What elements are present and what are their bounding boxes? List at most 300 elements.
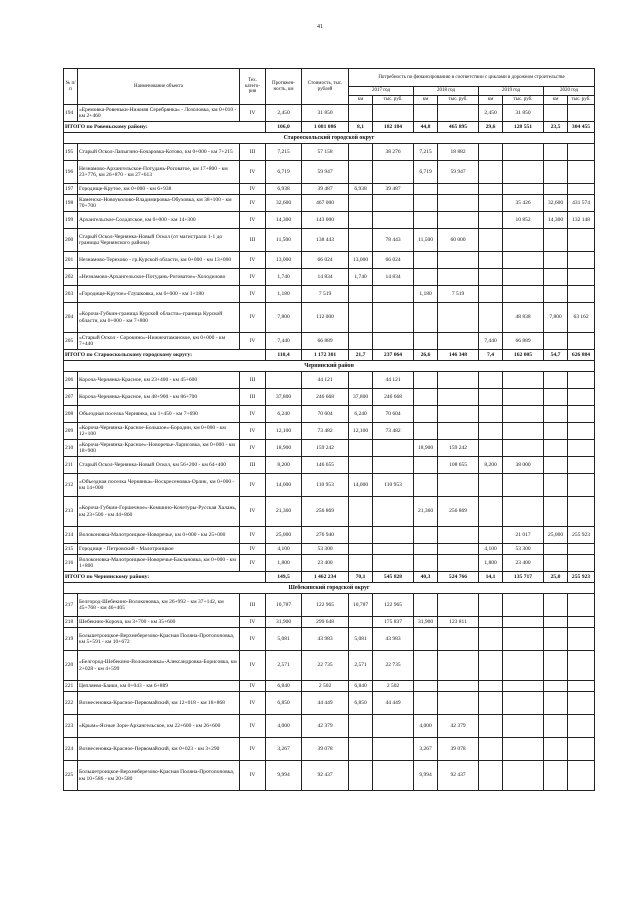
tech-category: IV [240, 195, 266, 212]
header-rub: тыс. руб. [438, 96, 479, 105]
length-km: 37,800 [266, 389, 302, 406]
financing-y20k [544, 406, 568, 423]
financing-y17k [349, 229, 373, 252]
row-number: 202 [64, 269, 78, 286]
length-km: 7,440 [266, 333, 302, 350]
total-y20k: 23,5 [544, 122, 568, 133]
row-number: 217 [64, 594, 78, 617]
table-row [64, 527, 595, 544]
financing-y20r [568, 423, 595, 440]
financing-y17k [349, 333, 373, 350]
header-category: Тех. катего- рия [240, 69, 266, 105]
length-km: 7,215 [266, 144, 302, 161]
financing-y19k [479, 594, 503, 617]
financing-y18r [438, 423, 479, 440]
financing-y19r: 66 889 [503, 333, 544, 350]
financing-y20k [544, 333, 568, 350]
financing-y19r [503, 715, 544, 738]
financing-y19k: 7,440 [479, 333, 503, 350]
total-y19k: 7,4 [479, 350, 503, 361]
financing-y18k [414, 474, 438, 497]
object-name: Городище - Петровский - Малотроицкое [78, 544, 240, 555]
financing-y20r [568, 229, 595, 252]
financing-y20r [568, 105, 595, 122]
table-row [64, 195, 595, 212]
table-row [64, 105, 595, 122]
financing-y19r [503, 269, 544, 286]
financing-y20k [544, 497, 568, 527]
road-financing-table [63, 68, 595, 791]
length-km: 1,800 [266, 555, 302, 572]
tech-category: IV [240, 628, 266, 651]
financing-y20r [568, 715, 595, 738]
financing-y18r [438, 527, 479, 544]
financing-y20k: 32,600 [544, 195, 568, 212]
financing-y18k [414, 212, 438, 229]
financing-y19r [503, 681, 544, 692]
financing-y17k [349, 303, 373, 333]
table-row [64, 681, 595, 692]
tech-category: IV [240, 184, 266, 195]
financing-y18r [438, 389, 479, 406]
financing-y20k [544, 372, 568, 389]
row-number: 214 [64, 527, 78, 544]
financing-y17k [349, 212, 373, 229]
financing-y19k [479, 286, 503, 303]
table-row [64, 457, 595, 474]
financing-y17r [373, 544, 414, 555]
total-y20r: 626 884 [568, 350, 595, 361]
table-row [64, 651, 595, 681]
table-row [64, 761, 595, 791]
financing-y18k [414, 406, 438, 423]
financing-y18r [438, 628, 479, 651]
financing-y20k: 7,800 [544, 303, 568, 333]
financing-y18r [438, 681, 479, 692]
financing-y17k: 5,081 [349, 628, 373, 651]
financing-y19k [479, 144, 503, 161]
financing-y20k [544, 594, 568, 617]
financing-y17r: 73 482 [373, 423, 414, 440]
length-km: 18,900 [266, 440, 302, 457]
total-cost: 1 081 086 [302, 122, 349, 133]
table-row [64, 544, 595, 555]
financing-y17k: 6,840 [349, 681, 373, 692]
header-num: № п/п [64, 69, 78, 105]
financing-y20k [544, 389, 568, 406]
object-name: Вознесеновка-Красное-Первомайский, км 12+018 - км 18+868 [78, 692, 240, 715]
financing-y18k [414, 195, 438, 212]
header-year-2020: 2020 год [544, 87, 595, 96]
cost-value: 39 078 [302, 738, 349, 761]
financing-y19r [503, 144, 544, 161]
object-name: Белгород-Шебекино-Волоконовка, км 26+992 - км 37+142, км 45+768 - км 46+405 [78, 594, 240, 617]
object-name: Каменско-Новоуколово-Владимировка-Обуховка, км 38+100 - км 70+700 [78, 195, 240, 212]
tech-category: III [240, 229, 266, 252]
financing-y17k [349, 105, 373, 122]
length-km: 6,719 [266, 161, 302, 184]
financing-y20r [568, 651, 595, 681]
financing-y20r [568, 161, 595, 184]
cost-value: 43 983 [302, 628, 349, 651]
financing-y18r: 39 078 [438, 738, 479, 761]
financing-y17k: 6,938 [349, 184, 373, 195]
financing-y17k: 1,740 [349, 269, 373, 286]
financing-y19k [479, 497, 503, 527]
financing-y17k [349, 372, 373, 389]
financing-y17r [373, 161, 414, 184]
object-name: «Городище-Крутое»-Глушковка, км 0+000 - км 1+180 [78, 286, 240, 303]
length-km: 11,500 [266, 229, 302, 252]
header-km: км [349, 96, 373, 105]
financing-y20k: 25,000 [544, 527, 568, 544]
financing-y17r: 22 735 [373, 651, 414, 681]
table-row [64, 628, 595, 651]
table-row [64, 555, 595, 572]
object-name: Старый Оскол-Лапыгино-Бочаровка-Котово, км 0+000 - км 7+215 [78, 144, 240, 161]
financing-y19r [503, 406, 544, 423]
cost-value: 7 519 [302, 286, 349, 303]
row-number: 200 [64, 229, 78, 252]
financing-y17k [349, 497, 373, 527]
length-km: 12,100 [266, 423, 302, 440]
financing-y18k [414, 105, 438, 122]
financing-y19r: 53 300 [503, 544, 544, 555]
section-title: Старооскольский городской округ [64, 133, 595, 144]
total-y20r: 255 923 [568, 572, 595, 583]
header-km: км [479, 96, 503, 105]
total-y19r: 128 551 [503, 122, 544, 133]
length-km: 6,850 [266, 692, 302, 715]
tech-category: IV [240, 527, 266, 544]
financing-y20r [568, 406, 595, 423]
tech-category: IV [240, 333, 266, 350]
financing-y17k: 2,571 [349, 651, 373, 681]
total-y18k: 44,8 [414, 122, 438, 133]
financing-y17r [373, 333, 414, 350]
financing-y18r: 7 519 [438, 286, 479, 303]
cost-value: 2 502 [302, 681, 349, 692]
financing-y18r: 60 000 [438, 229, 479, 252]
total-cost: 1 172 301 [302, 350, 349, 361]
financing-y20r [568, 372, 595, 389]
financing-y20r [568, 692, 595, 715]
table-row [64, 474, 595, 497]
total-label: ИТОГО по Ровеньскому району: [64, 122, 266, 133]
header-name: Наименование объекта [78, 69, 240, 105]
object-name: Большетроицкое-Верхнеберезово-Красная Поляна-Протопоповка, км 10+586 - км 20+580 [78, 761, 240, 791]
length-km: 5,081 [266, 628, 302, 651]
row-number: 205 [64, 333, 78, 350]
financing-y18k [414, 269, 438, 286]
financing-y20k [544, 286, 568, 303]
table-row [64, 286, 595, 303]
financing-y18k [414, 423, 438, 440]
financing-y20k [544, 144, 568, 161]
financing-y19k: 4,100 [479, 544, 503, 555]
financing-y20r [568, 594, 595, 617]
object-name: Архангельское-Солдатское, км 0+000 - км 14+300 [78, 212, 240, 229]
financing-y19r: 23 400 [503, 555, 544, 572]
total-y17k: 70,1 [349, 572, 373, 583]
object-name: Незнамово-Архангельское-Потудань-Роговатое, км 17+800 - км 23+776, км 26+870 - км 27+613 [78, 161, 240, 184]
financing-y19r [503, 617, 544, 628]
financing-y18r [438, 105, 479, 122]
table-row [64, 389, 595, 406]
financing-y20r [568, 144, 595, 161]
cost-value: 44 449 [302, 692, 349, 715]
tech-category: IV [240, 423, 266, 440]
financing-y19r [503, 474, 544, 497]
financing-y19r [503, 252, 544, 269]
financing-y18k: 31,900 [414, 617, 438, 628]
financing-y20r: 132 148 [568, 212, 595, 229]
financing-y19r [503, 651, 544, 681]
table-row [64, 212, 595, 229]
tech-category: IV [240, 681, 266, 692]
financing-y17r [373, 105, 414, 122]
financing-y19k [479, 423, 503, 440]
financing-y17r [373, 555, 414, 572]
financing-y20r: 255 923 [568, 527, 595, 544]
financing-y20r [568, 440, 595, 457]
tech-category: III [240, 372, 266, 389]
financing-y19r [503, 161, 544, 184]
financing-y20k [544, 474, 568, 497]
financing-y17r: 78 443 [373, 229, 414, 252]
tech-category: IV [240, 544, 266, 555]
row-number: 210 [64, 440, 78, 457]
row-number: 223 [64, 715, 78, 738]
financing-y20r [568, 269, 595, 286]
financing-y17k: 14,000 [349, 474, 373, 497]
financing-y17k: 37,800 [349, 389, 373, 406]
tech-category: IV [240, 252, 266, 269]
object-name: «Короча-Чернянка-Красное»-Новоречье-Ларисовка, км 0+000 - км 18+900 [78, 440, 240, 457]
financing-y17r [373, 457, 414, 474]
financing-y17k [349, 144, 373, 161]
table-row [64, 184, 595, 195]
length-km [266, 372, 302, 389]
financing-y18k: 7,215 [414, 144, 438, 161]
financing-y18k: 3,267 [414, 738, 438, 761]
financing-y17r [373, 527, 414, 544]
header-rub: тыс. руб. [568, 96, 595, 105]
financing-y19k [479, 269, 503, 286]
row-number: 194 [64, 105, 78, 122]
financing-y20k [544, 229, 568, 252]
total-y17r: 237 064 [373, 350, 414, 361]
total-y17k: 8,1 [349, 122, 373, 133]
row-number: 206 [64, 372, 78, 389]
cost-value: 138 443 [302, 229, 349, 252]
financing-y19r: 10 852 [503, 212, 544, 229]
financing-y19r [503, 184, 544, 195]
financing-y17r [373, 715, 414, 738]
row-number: 215 [64, 544, 78, 555]
financing-y18r [438, 333, 479, 350]
row-number: 209 [64, 423, 78, 440]
financing-y18r [438, 252, 479, 269]
financing-y18k [414, 681, 438, 692]
table-row [64, 738, 595, 761]
row-number: 224 [64, 738, 78, 761]
financing-y19k [479, 651, 503, 681]
financing-y20k [544, 738, 568, 761]
row-number: 218 [64, 617, 78, 628]
object-name: Вознесеновка-Красное-Первомайский, км 0+023 - км 3+290 [78, 738, 240, 761]
total-y18k: 26,6 [414, 350, 438, 361]
row-number: 213 [64, 497, 78, 527]
financing-y19k [479, 440, 503, 457]
tech-category: III [240, 144, 266, 161]
total-y18k: 40,3 [414, 572, 438, 583]
financing-y17r [373, 303, 414, 333]
length-km: 13,000 [266, 252, 302, 269]
table-header [64, 69, 595, 105]
total-label: ИТОГО по Чернянскому району: [64, 572, 266, 583]
financing-y19r [503, 692, 544, 715]
financing-y20k [544, 651, 568, 681]
financing-y18r [438, 555, 479, 572]
length-km: 21,360 [266, 497, 302, 527]
financing-y17k [349, 527, 373, 544]
cost-value: 66 889 [302, 333, 349, 350]
financing-y19k [479, 303, 503, 333]
financing-y19r [503, 594, 544, 617]
total-length: 106,0 [266, 122, 302, 133]
object-name: Короча-Чернянка-Красное, км 48+900 - км 86+700 [78, 389, 240, 406]
financing-y18k [414, 555, 438, 572]
financing-y18k: 4,000 [414, 715, 438, 738]
tech-category: IV [240, 105, 266, 122]
financing-y20r [568, 252, 595, 269]
length-km: 31,900 [266, 617, 302, 628]
object-name: «Объездная поселка Чернянка»-Воскресеновка-Орлик, км 0+000 - км 14+000 [78, 474, 240, 497]
financing-y19r [503, 389, 544, 406]
row-number: 221 [64, 681, 78, 692]
tech-category: IV [240, 738, 266, 761]
financing-y20k [544, 617, 568, 628]
financing-y20k [544, 715, 568, 738]
financing-y20k [544, 252, 568, 269]
financing-y17r [373, 497, 414, 527]
financing-y18k: 6,719 [414, 161, 438, 184]
financing-y20r [568, 333, 595, 350]
cost-value: 70 604 [302, 406, 349, 423]
financing-y18k: 1,180 [414, 286, 438, 303]
object-name: «Незнамово-Архангельское-Потудань-Роговатое»-Холодилово [78, 269, 240, 286]
financing-y18r: 42 379 [438, 715, 479, 738]
tech-category: IV [240, 303, 266, 333]
length-km: 6,840 [266, 681, 302, 692]
tech-category: III [240, 594, 266, 617]
header-km: км [544, 96, 568, 105]
financing-y17k [349, 715, 373, 738]
tech-category: IV [240, 555, 266, 572]
financing-y20r [568, 681, 595, 692]
financing-y19r [503, 423, 544, 440]
table-row [64, 617, 595, 628]
financing-y17r: 44 449 [373, 692, 414, 715]
object-name: «Белгород-Шебекино-Волоконовка»-Александровка-Борисовка, км 2+028 - км 4+599 [78, 651, 240, 681]
financing-y19k [479, 406, 503, 423]
financing-y20r: 63 162 [568, 303, 595, 333]
object-name: Городище-Крутое, км 0+000 - км 6+938 [78, 184, 240, 195]
length-km: 1,180 [266, 286, 302, 303]
financing-y20r [568, 617, 595, 628]
financing-y18k [414, 594, 438, 617]
row-number: 219 [64, 628, 78, 651]
cost-value: 23 400 [302, 555, 349, 572]
total-y19k: 29,6 [479, 122, 503, 133]
length-km: 4,100 [266, 544, 302, 555]
financing-y18k [414, 184, 438, 195]
financing-y20r [568, 555, 595, 572]
financing-y19r: 48 838 [503, 303, 544, 333]
object-name: Большетроицкое-Верхнеберезово-Красная Поляна-Протопоповка, км 5+591 - км 10+672 [78, 628, 240, 651]
tech-category: IV [240, 406, 266, 423]
cost-value: 22 735 [302, 651, 349, 681]
financing-y19r [503, 628, 544, 651]
total-label: ИТОГО по Старооскольскому городскому округу: [64, 350, 266, 361]
financing-y19k [479, 389, 503, 406]
financing-y17r: 246 668 [373, 389, 414, 406]
financing-y18k [414, 372, 438, 389]
financing-y19k [479, 184, 503, 195]
cost-value: 14 834 [302, 269, 349, 286]
financing-y18k: 9,994 [414, 761, 438, 791]
financing-y17k [349, 761, 373, 791]
row-number: 201 [64, 252, 78, 269]
financing-y18k [414, 457, 438, 474]
cost-value: 112 000 [302, 303, 349, 333]
financing-y17r [373, 286, 414, 303]
length-km: 1,740 [266, 269, 302, 286]
cost-value: 31 850 [302, 105, 349, 122]
financing-y19r [503, 738, 544, 761]
financing-y19r [503, 761, 544, 791]
financing-y17r [373, 212, 414, 229]
financing-y19r [503, 440, 544, 457]
financing-y18k [414, 651, 438, 681]
table-row [64, 372, 595, 389]
row-number: 197 [64, 184, 78, 195]
financing-y18r [438, 474, 479, 497]
financing-y18r [438, 692, 479, 715]
financing-y18r: 59 947 [438, 161, 479, 184]
financing-y17k [349, 738, 373, 761]
financing-y19r [503, 286, 544, 303]
length-km: 6,240 [266, 406, 302, 423]
financing-y18r [438, 212, 479, 229]
object-name: Незнамово-Терехово - гр.Курской области, км 0+000 - км 13+000 [78, 252, 240, 269]
cost-value: 143 000 [302, 212, 349, 229]
length-km: 9,994 [266, 761, 302, 791]
financing-y17r: 14 834 [373, 269, 414, 286]
table-row [64, 406, 595, 423]
cost-value: 73 482 [302, 423, 349, 440]
total-length: 149,5 [266, 572, 302, 583]
financing-y17r [373, 195, 414, 212]
length-km: 2,571 [266, 651, 302, 681]
header-financing: Потребность по финансированию в соответствии с циклами в дорожном строительстве [349, 69, 595, 87]
cost-value: 57 158 [302, 144, 349, 161]
row-number: 208 [64, 406, 78, 423]
total-row [64, 572, 595, 583]
table-row [64, 715, 595, 738]
table-row [64, 692, 595, 715]
